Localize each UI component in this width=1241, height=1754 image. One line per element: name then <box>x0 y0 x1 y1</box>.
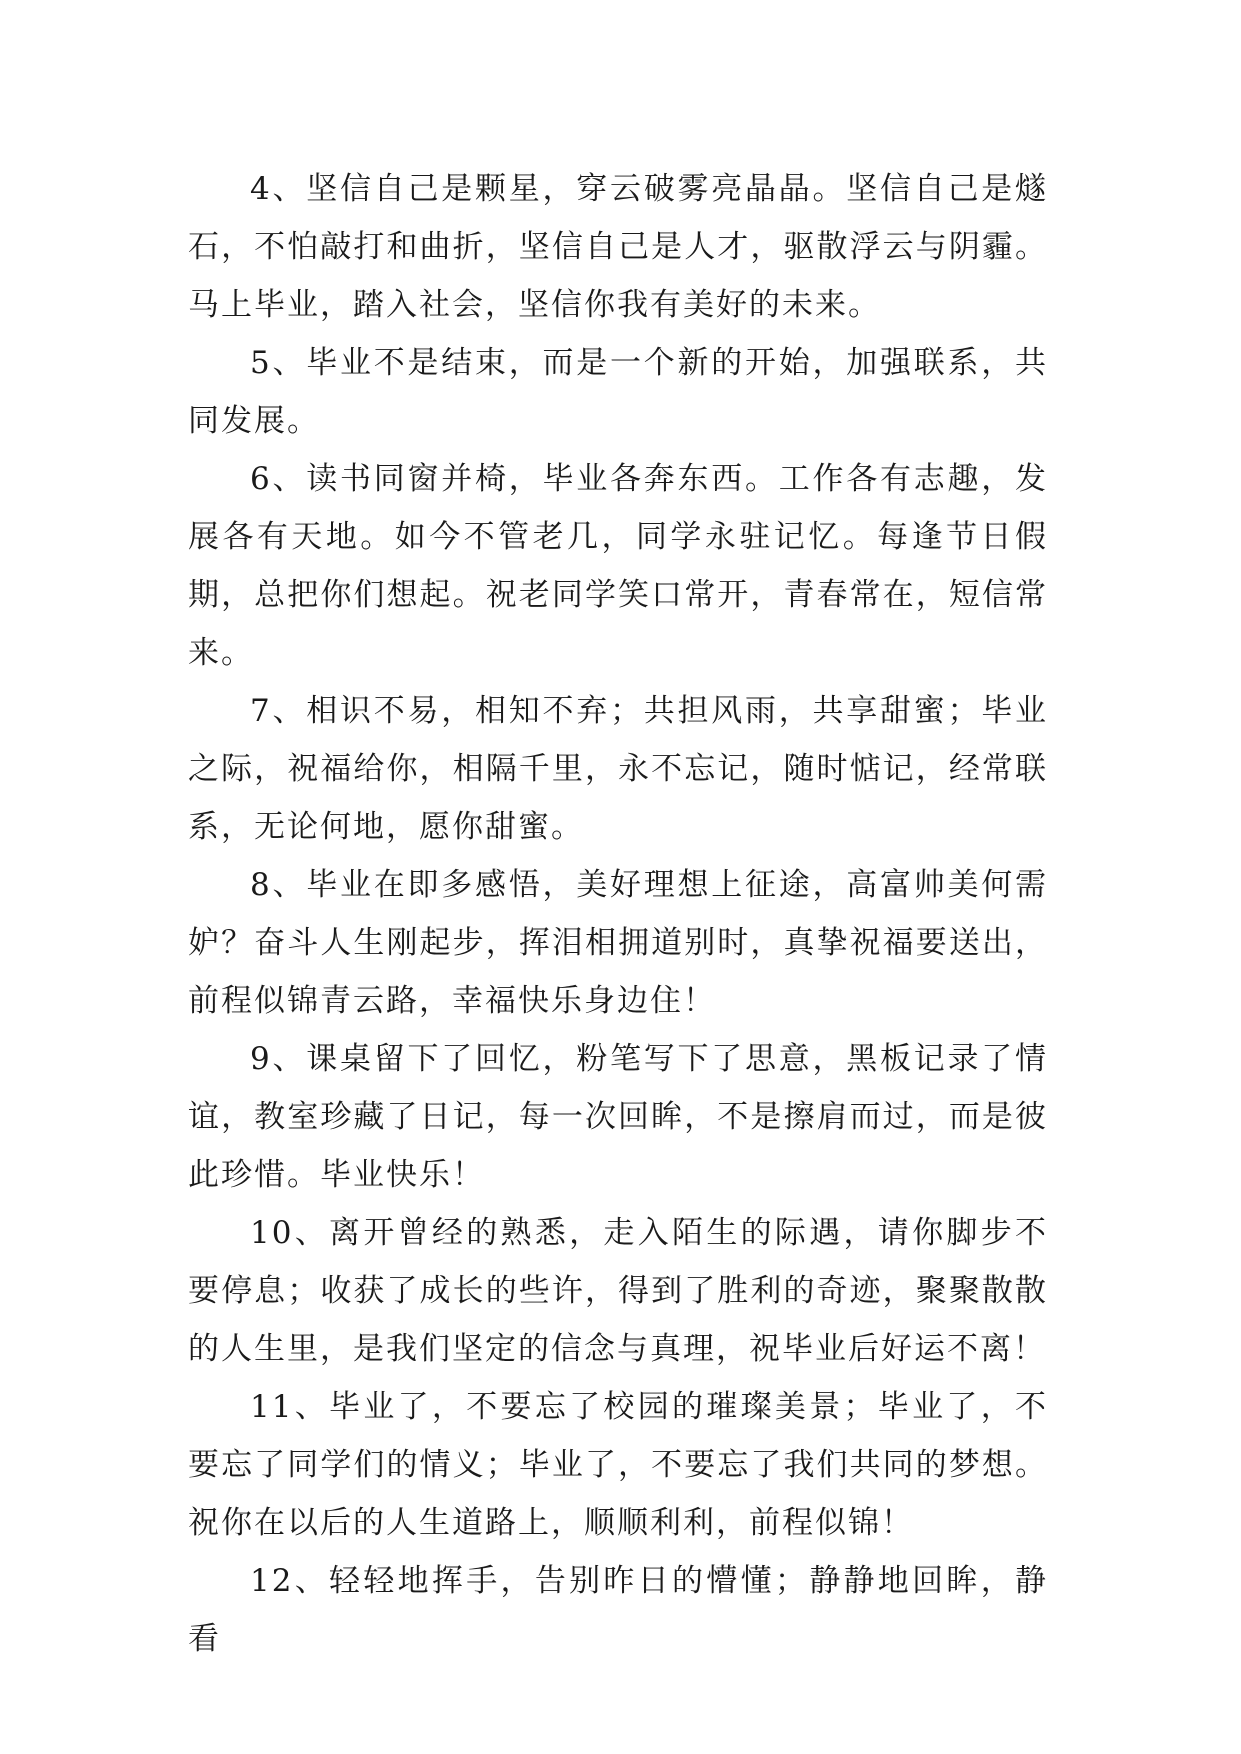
paragraph-5: 5、毕业不是结束，而是一个新的开始，加强联系，共同发展。 <box>188 345 1048 439</box>
paragraph-8: 8、毕业在即多感悟，美好理想上征途，高富帅美何需妒？奋斗人生刚起步，挥泪相拥道别时，真挚祝福要送出，前程似锦青云路，幸福快乐身边住！ <box>188 867 1048 1019</box>
paragraph-12: 12、轻轻地挥手，告别昨日的懵懂；静静地回眸，静看 <box>188 1563 1048 1657</box>
paragraph-9: 9、课桌留下了回忆，粉笔写下了思意，黑板记录了情谊，教室珍藏了日记，每一次回眸，不是擦肩而过，而是彼此珍惜。毕业快乐！ <box>188 1041 1048 1193</box>
paragraph-4: 4、坚信自己是颗星，穿云破雾亮晶晶。坚信自己是燧石，不怕敲打和曲折，坚信自己是人才，驱散浮云与阴霾。马上毕业，踏入社会，坚信你我有美好的未来。 <box>188 171 1048 323</box>
paragraph-11: 11、毕业了，不要忘了校园的璀璨美景；毕业了，不要忘了同学们的情义；毕业了，不要忘了我们共同的梦想。祝你在以后的人生道路上，顺顺利利，前程似锦！ <box>188 1389 1048 1541</box>
paragraph-6: 6、读书同窗并椅，毕业各奔东西。工作各有志趣，发展各有天地。如今不管老几，同学永驻记忆。每逢节日假期，总把你们想起。祝老同学笑口常开，青春常在，短信常来。 <box>188 461 1048 671</box>
document-body <box>188 160 1048 1668</box>
paragraph-10: 10、离开曾经的熟悉，走入陌生的际遇，请你脚步不要停息；收获了成长的些许，得到了胜利的奇迹，聚聚散散的人生里，是我们坚定的信念与真理，祝毕业后好运不离！ <box>188 1215 1048 1367</box>
paragraph-7: 7、相识不易，相知不弃；共担风雨，共享甜蜜；毕业之际，祝福给你，相隔千里，永不忘记，随时惦记，经常联系，无论何地，愿你甜蜜。 <box>188 693 1048 845</box>
